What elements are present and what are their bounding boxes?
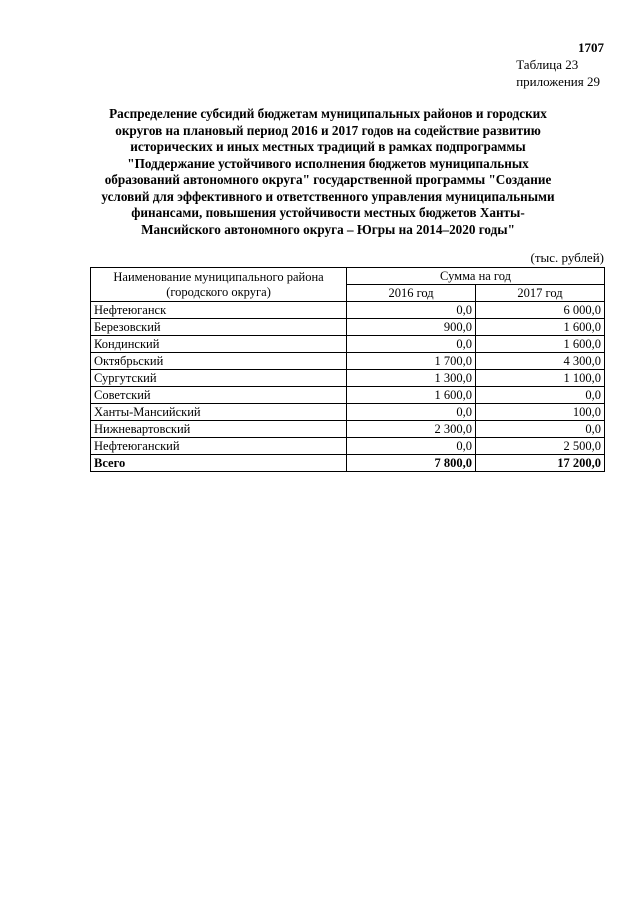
row-value-2016: 1 700,0 — [347, 353, 476, 370]
row-value-2017: 1 100,0 — [476, 370, 605, 387]
row-name: Нефтеюганский — [91, 438, 347, 455]
column-header-2016: 2016 год — [347, 285, 476, 302]
table-row — [91, 404, 605, 421]
row-name: Октябрьский — [91, 353, 347, 370]
title-line: исторических и иных местных традиций в рамках подпрограммы — [130, 139, 526, 154]
table-row — [91, 302, 605, 319]
table-row — [91, 438, 605, 455]
row-value-2016: 0,0 — [347, 438, 476, 455]
row-name: Советский — [91, 387, 347, 404]
row-value-2017: 4 300,0 — [476, 353, 605, 370]
units-note: (тыс. рублей) — [530, 250, 604, 265]
document-title — [86, 106, 570, 238]
title-line: "Поддержание устойчивого исполнения бюджетов муниципальных — [127, 155, 529, 171]
row-value-2017: 2 500,0 — [476, 438, 605, 455]
total-label: Всего — [91, 455, 347, 472]
total-value-2016: 7 800,0 — [347, 455, 476, 472]
row-value-2016: 0,0 — [347, 404, 476, 421]
table-row — [91, 370, 605, 387]
title-line: Распределение субсидий бюджетам муниципальных районов и городских — [109, 106, 547, 121]
table-reference — [516, 56, 600, 90]
column-header-sum: Сумма на год — [347, 268, 605, 285]
table-row — [91, 319, 605, 336]
table-row — [91, 387, 605, 404]
row-value-2016: 1 600,0 — [347, 387, 476, 404]
table-row — [91, 353, 605, 370]
row-value-2016: 900,0 — [347, 319, 476, 336]
row-value-2017: 100,0 — [476, 404, 605, 421]
table-total-row — [91, 455, 605, 472]
row-value-2017: 0,0 — [476, 421, 605, 438]
table-row — [91, 336, 605, 353]
row-value-2017: 1 600,0 — [476, 336, 605, 353]
title-line: образований автономного округа" государственной программы "Создание — [104, 172, 552, 187]
appendix-label: приложения 29 — [516, 74, 600, 89]
title-line: округов на плановый период 2016 и 2017 годов на содействие развитию — [115, 122, 541, 138]
column-header-name — [91, 268, 347, 302]
row-value-2016: 1 300,0 — [347, 370, 476, 387]
row-value-2017: 6 000,0 — [476, 302, 605, 319]
row-name: Нижневартовский — [91, 421, 347, 438]
column-header-name-line1: Наименование муниципального района — [113, 269, 324, 284]
table-label: Таблица 23 — [516, 57, 579, 72]
total-value-2017: 17 200,0 — [476, 455, 605, 472]
row-value-2016: 0,0 — [347, 302, 476, 319]
page-number: 1707 — [578, 40, 604, 55]
table-header-row — [91, 268, 605, 285]
title-line: условий для эффективного и ответственного управления муниципальными — [101, 188, 555, 204]
row-name: Березовский — [91, 319, 347, 336]
row-name: Кондинский — [91, 336, 347, 353]
subsidy-table — [90, 267, 605, 472]
column-header-2017: 2017 год — [476, 285, 605, 302]
title-line: Мансийского автономного округа – Югры на 2014–2020 годы" — [141, 221, 515, 237]
row-value-2016: 0,0 — [347, 336, 476, 353]
row-name: Нефтеюганск — [91, 302, 347, 319]
row-name: Ханты-Мансийский — [91, 404, 347, 421]
title-line: финансами, повышения устойчивости местных бюджетов Ханты- — [131, 205, 525, 220]
table-row — [91, 421, 605, 438]
row-name: Сургутский — [91, 370, 347, 387]
row-value-2016: 2 300,0 — [347, 421, 476, 438]
column-header-name-line2: (городского округа) — [166, 284, 271, 299]
row-value-2017: 0,0 — [476, 387, 605, 404]
row-value-2017: 1 600,0 — [476, 319, 605, 336]
